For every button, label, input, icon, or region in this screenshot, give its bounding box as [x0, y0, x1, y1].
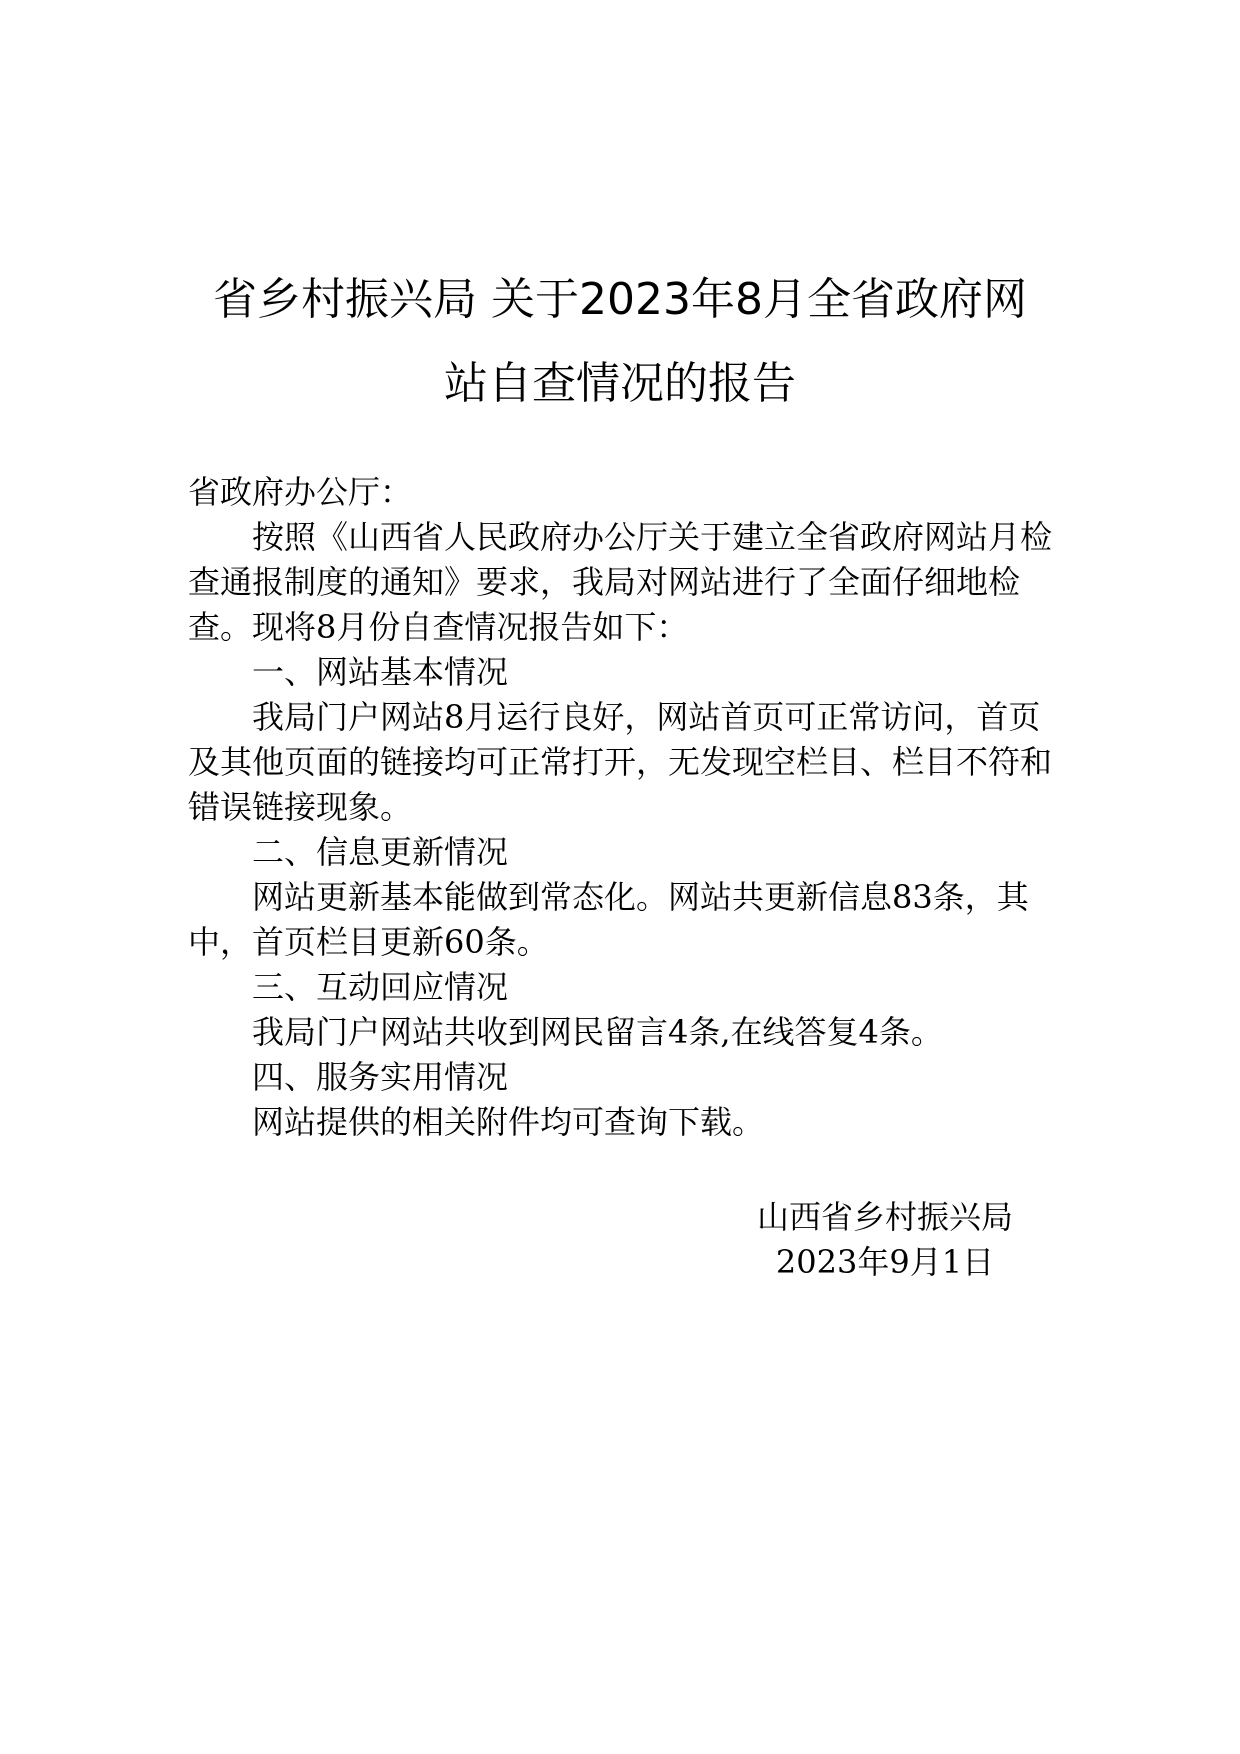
paragraph-intro: 按照《山西省人民政府办公厅关于建立全省政府网站月检查通报制度的通知》要求，我局对网站进行了全面仔细地检查。现将8月份自查情况报告如下：: [188, 518, 1053, 646]
heading-section-4: 四、服务实用情况: [252, 1058, 509, 1096]
title-line-2: 站自查情况的报告: [444, 358, 796, 409]
signature-block: [720, 1195, 1050, 1285]
heading-section-1: 一、网站基本情况: [252, 653, 509, 691]
signature-date: 2023年9月1日: [775, 1243, 995, 1281]
document-body: [188, 470, 1058, 1145]
heading-section-2: 二、信息更新情况: [252, 833, 509, 871]
paragraph-section-4: 网站提供的相关附件均可查询下载。: [252, 1103, 765, 1141]
paragraph-section-2: 网站更新基本能做到常态化。网站共更新信息83条，其中，首页栏目更新60条。: [188, 878, 1029, 961]
heading-section-3: 三、互动回应情况: [252, 968, 509, 1006]
signature-organization: 山西省乡村振兴局: [756, 1198, 1013, 1236]
title-line-1: 省乡村振兴局 关于2023年8月全省政府网: [213, 274, 1027, 325]
salutation: 省政府办公厅：: [188, 473, 413, 511]
paragraph-section-1: 我局门户网站8月运行良好，网站首页可正常访问，首页及其他页面的链接均可正常打开，无发现空栏目、栏目不符和错误链接现象。: [188, 698, 1053, 826]
document-title: [170, 258, 1070, 426]
paragraph-section-3: 我局门户网站共收到网民留言4条,在线答复4条。: [252, 1013, 943, 1051]
